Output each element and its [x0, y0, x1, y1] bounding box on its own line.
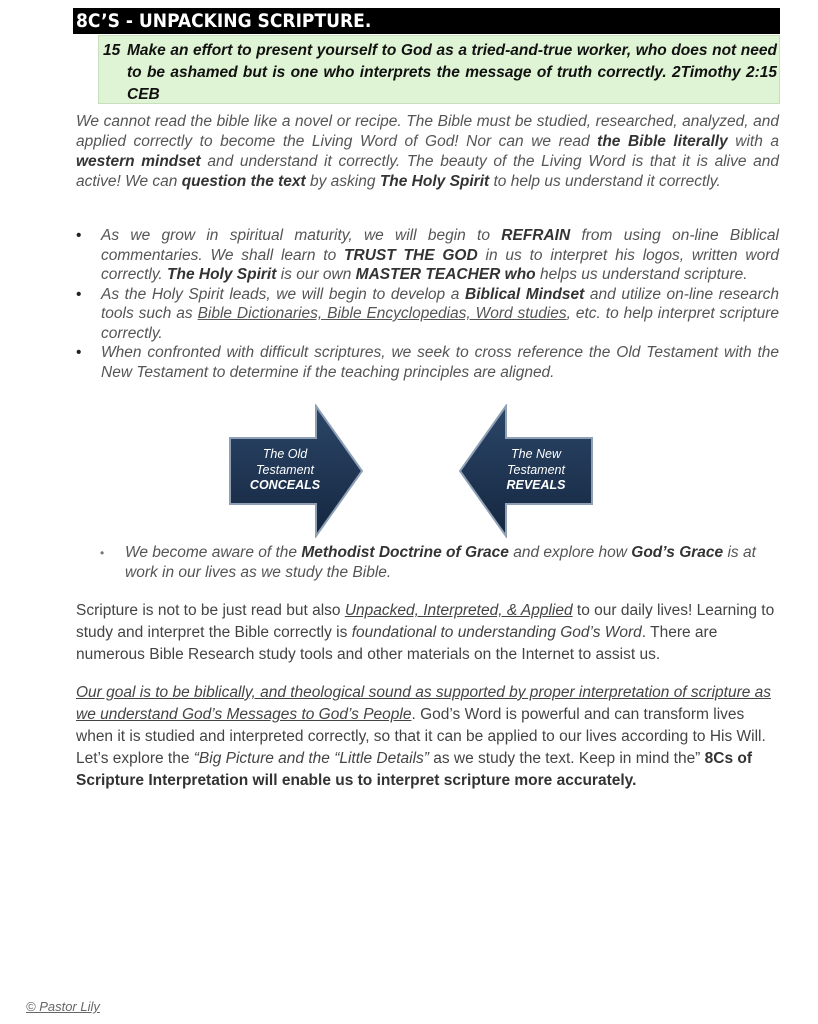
emphasis: The Holy Spirit: [379, 173, 490, 190]
footer-copyright: © Pastor Lily: [26, 999, 100, 1014]
label-keyword: CONCEALS: [249, 478, 321, 492]
emphasis: Biblical Mindset: [465, 285, 585, 303]
verse-text: Make an effort to present yourself to God as a tried-and-true worker, who does not need to be ashamed but is one who interprets the message of truth correctly.: [127, 42, 777, 81]
bullet-icon: •: [76, 285, 82, 303]
intro-paragraph: [76, 112, 779, 192]
text: We become aware of the: [125, 544, 302, 561]
text: to help us understand it correctly.: [489, 173, 721, 190]
scripture-verse-box: [98, 35, 780, 104]
bullet-icon: •: [100, 546, 105, 560]
emphasis: REFRAIN: [501, 227, 571, 244]
text: helps us understand scripture.: [535, 266, 748, 283]
text: and understand it correctly. The beauty of the Living Word is that it is alive and active! We can: [76, 153, 780, 190]
emphasis: The Holy Spirit: [167, 266, 277, 283]
emphasis: western mindset: [76, 153, 201, 170]
list-item-text: [125, 543, 779, 583]
text: and utilize on-line research tools such as: [101, 285, 779, 322]
emphasis: God’s Grace: [631, 544, 724, 561]
list-item-grace: [100, 543, 779, 583]
emphasis: the Bible literally: [597, 133, 728, 150]
emphasis: TRUST THE GOD: [344, 246, 478, 264]
text: , etc. to help interpret scripture correctly.: [101, 305, 779, 342]
scripture-paragraph: [76, 600, 780, 666]
italic-text: “Big Picture and the “Little Details”: [193, 750, 429, 767]
text: is our own: [276, 266, 356, 283]
new-testament-label: [481, 447, 591, 494]
emphasis: MASTER TEACHER who: [355, 266, 536, 283]
label-line: The Old: [262, 447, 308, 461]
old-testament-label: [230, 447, 340, 494]
text: is at work in our lives as we study the Bible.: [125, 544, 756, 581]
testament-arrows-graphic: [228, 404, 594, 538]
emphasis: Methodist Doctrine of Grace: [301, 544, 509, 561]
text: We cannot read the bible like a novel or recipe. The Bible must be studied, researched, analyzed, and applied correctly to become the Living Word of God! Nor can we read: [76, 113, 779, 150]
italic-text: foundational to understanding God’s Word: [351, 624, 642, 641]
page-title: 8C’S - UNPACKING SCRIPTURE.: [73, 8, 780, 34]
label-keyword: REVEALS: [506, 478, 566, 492]
text: and explore how: [508, 544, 632, 561]
text: As the Holy Spirit leads, we will begin to develop a: [101, 285, 465, 303]
emphasis: 8Cs of Scripture Interpretation will enable us to interpret scripture more accurately.: [76, 750, 753, 789]
bullet-list: [76, 226, 779, 382]
text: When confronted with difficult scriptures, we seek to cross reference the Old Testament with the New Testament to determine if the teaching principles are aligned.: [101, 344, 779, 381]
text: to our daily lives! Learning to study and interpret the Bible correctly is: [76, 602, 775, 641]
text: . There are numerous Bible Research study tools and other materials on the Internet to assist us.: [76, 624, 718, 663]
emphasis: question the text: [181, 173, 306, 190]
label-line: The New: [510, 447, 562, 461]
list-item: [76, 343, 779, 382]
bullet-icon: •: [76, 227, 82, 244]
verse-text-block: [127, 40, 777, 106]
verse-number: 15: [103, 42, 121, 59]
text: As we grow in spiritual maturity, we will begin to: [101, 227, 502, 244]
underlined-text: Bible Dictionaries, Bible Encyclopedias, Word studies: [197, 305, 567, 322]
underlined-text: Our goal is to be biblically, and theological sound as supported by proper interpretation of scripture as we understand God’s Messages to God’s People: [76, 684, 772, 723]
verse-reference: 2Timothy 2:15 CEB: [127, 64, 777, 103]
text: with a: [727, 133, 779, 150]
text: Scripture is not to be just read but also: [76, 602, 345, 619]
text: as we study the text. Keep in mind the”: [428, 750, 705, 767]
list-item: [76, 285, 779, 344]
text: . God’s Word is powerful and can transform lives when it is studied and interpreted correctly, so that it can be applied to our lives according to His Will. Let’s explore the: [76, 706, 766, 767]
text: from using on-line Biblical commentaries. We shall learn to: [101, 227, 779, 264]
label-line: Testament: [507, 462, 565, 477]
text: in us to interpret his logos, written word correctly.: [101, 246, 779, 283]
bullet-icon: •: [76, 344, 82, 361]
goal-paragraph: [76, 682, 780, 792]
underlined-text: Unpacked, Interpreted, & Applied: [344, 602, 573, 619]
text: by asking: [305, 173, 380, 190]
label-line: Testament: [256, 462, 314, 477]
list-item: [76, 226, 779, 285]
